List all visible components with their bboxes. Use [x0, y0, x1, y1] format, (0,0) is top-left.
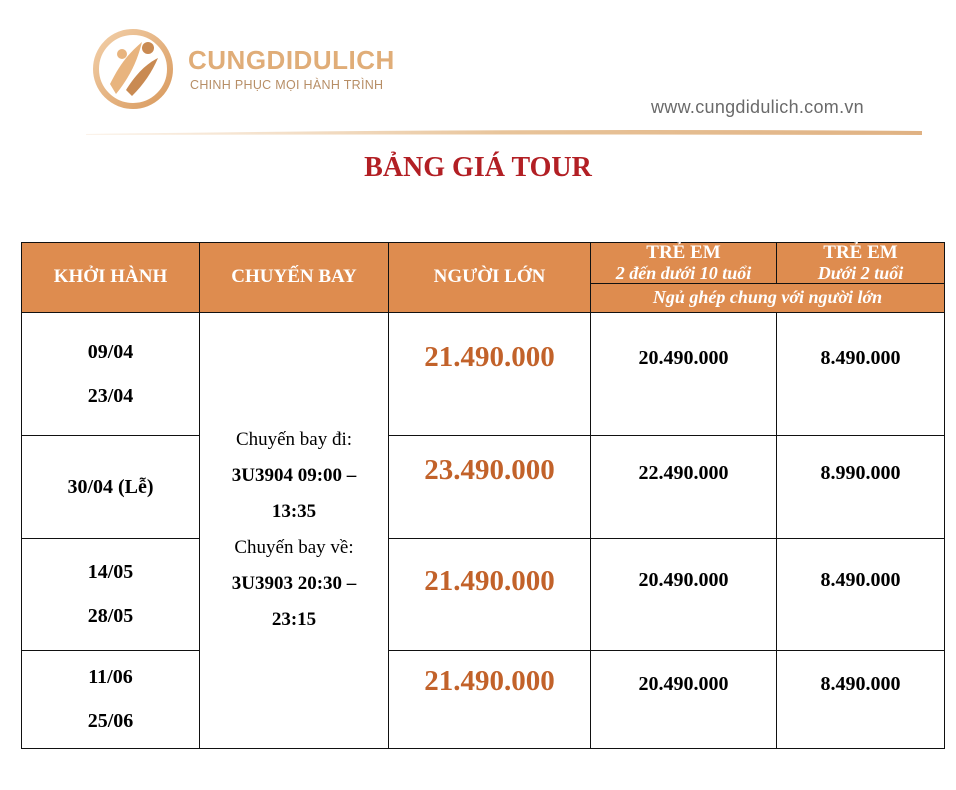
departure-date: 09/04	[87, 340, 134, 363]
child-label: TRẺ EM	[646, 242, 721, 263]
column-header-infant	[777, 243, 945, 284]
column-header-departure: KHỞI HÀNH	[22, 243, 200, 313]
departure-date: 25/06	[87, 710, 134, 733]
column-header-adult: NGƯỜI LỚN	[389, 243, 591, 313]
flight-info	[200, 312, 389, 748]
child-age-range: 2 đến dưới 10 tuổi	[615, 262, 752, 283]
column-header-flight: CHUYẾN BAY	[200, 243, 389, 313]
column-header-child	[591, 243, 777, 284]
outbound-label: Chuyến bay đi:	[235, 429, 353, 451]
table-row	[22, 650, 945, 748]
departure-date: 23/04	[87, 384, 134, 407]
infant-age-range: Dưới 2 tuổi	[817, 262, 904, 283]
departure-date: 30/04 (Lễ)	[67, 475, 154, 498]
infant-price: 8.990.000	[777, 435, 945, 538]
shared-bed-note: Ngủ ghép chung với người lớn	[591, 283, 945, 312]
table-row	[22, 435, 945, 538]
child-price: 20.490.000	[591, 538, 777, 650]
infant-price: 8.490.000	[777, 650, 945, 748]
child-price: 22.490.000	[591, 435, 777, 538]
infant-label: TRẺ EM	[823, 242, 898, 263]
infant-price: 8.490.000	[777, 538, 945, 650]
departure-date: 28/05	[87, 605, 134, 628]
child-price: 20.490.000	[591, 650, 777, 748]
child-price: 20.490.000	[591, 312, 777, 435]
return-arrival: 23:15	[271, 609, 317, 631]
adult-price: 21.490.000	[389, 538, 591, 650]
infant-price: 8.490.000	[777, 312, 945, 435]
departure-date: 11/06	[88, 666, 133, 689]
logo-icon	[92, 24, 174, 114]
outbound-flight: 3U3904 09:00 –	[231, 465, 357, 487]
page-title: BẢNG GIÁ TOUR	[364, 152, 592, 183]
return-flight: 3U3903 20:30 –	[231, 573, 357, 595]
departure-date: 14/05	[87, 561, 134, 584]
website-url[interactable]: www.cungdidulich.com.vn	[651, 97, 864, 117]
outbound-arrival: 13:35	[271, 501, 317, 523]
departure-dates	[22, 538, 200, 650]
departure-dates	[22, 312, 200, 435]
header-divider	[86, 128, 922, 138]
brand-name: CUNGDIDULICH	[188, 45, 395, 75]
adult-price: 23.490.000	[389, 435, 591, 538]
departure-dates	[22, 650, 200, 748]
adult-price: 21.490.000	[389, 312, 591, 435]
return-label: Chuyến bay về:	[234, 537, 354, 559]
departure-dates	[22, 435, 200, 538]
price-table	[21, 242, 945, 749]
adult-price: 21.490.000	[389, 650, 591, 748]
table-row	[22, 538, 945, 650]
brand-tagline: CHINH PHỤC MỌI HÀNH TRÌNH	[190, 78, 384, 92]
table-row	[22, 312, 945, 435]
